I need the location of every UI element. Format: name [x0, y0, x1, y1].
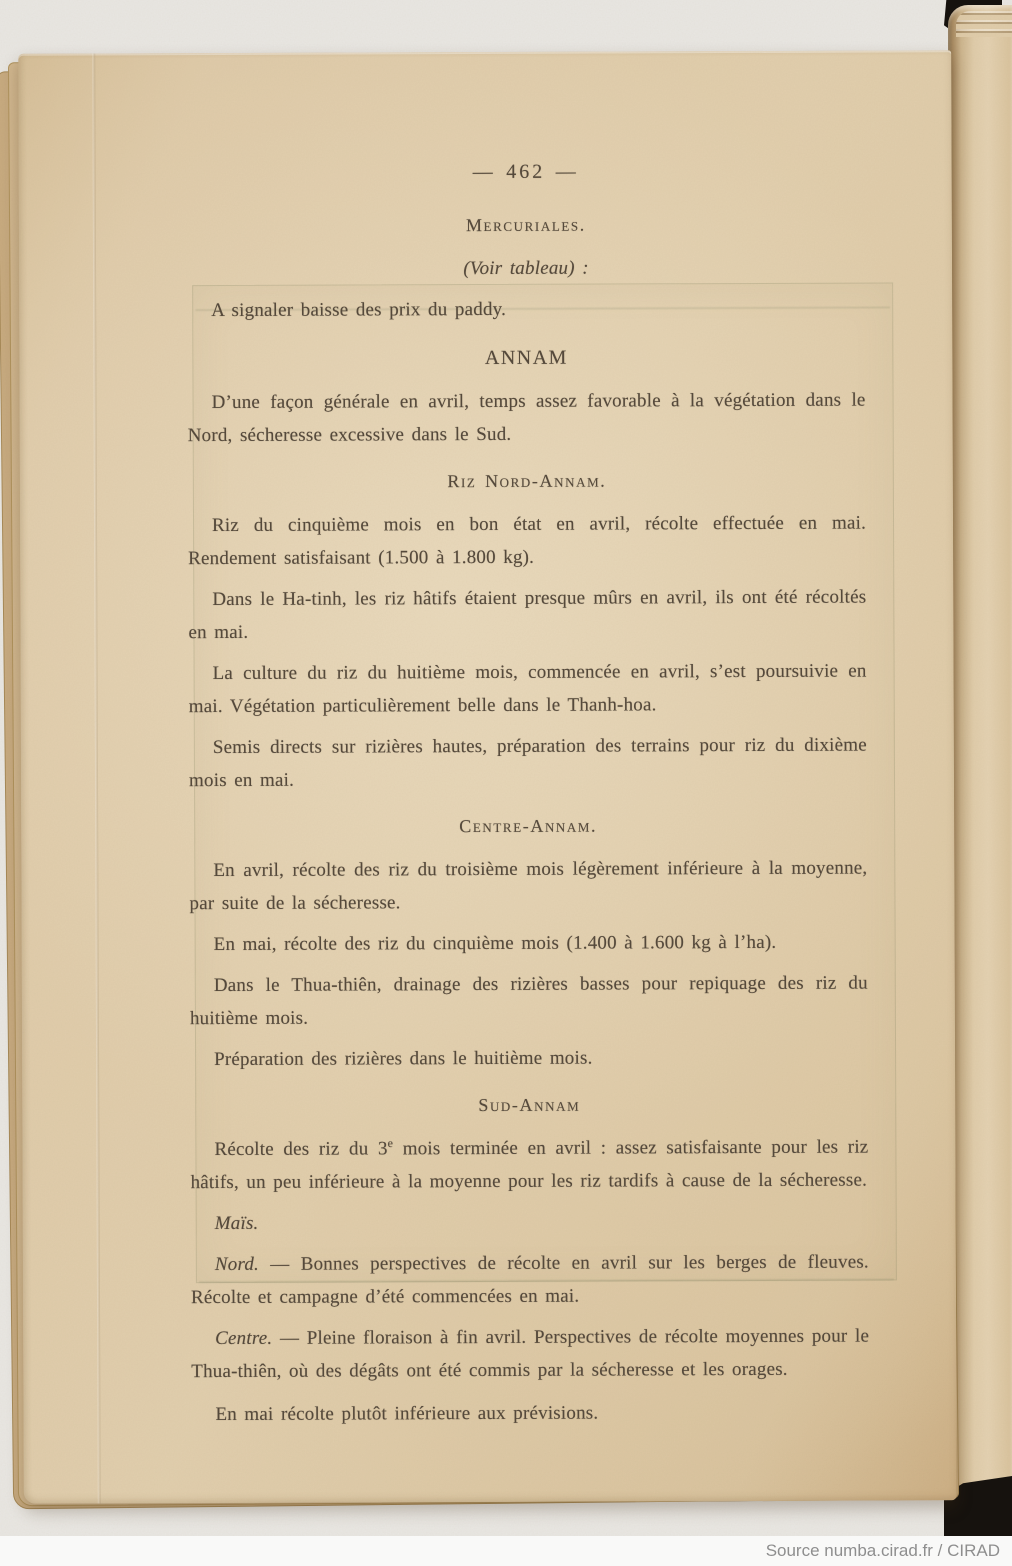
paragraph-segment: Récolte des riz du 3: [214, 1138, 388, 1161]
paragraph: Semis directs sur rizières hautes, préparation des terrains pour riz du dixième mois en mai.: [188, 734, 867, 792]
page-content: [187, 155, 870, 1440]
right-page-edge: [948, 5, 1012, 1486]
section-heading-mercuriales: Mercuriales.: [465, 214, 586, 236]
paragraph-lead-centre: Centre.: [215, 1327, 273, 1350]
subsection-label-mais: [191, 1205, 869, 1241]
paragraph: Riz du cinquième mois en bon état en avril, récolte effectuée en mai. Rendement satisfaisant (1.500 à 1.800 kg).: [188, 512, 867, 570]
paragraph: En avril, récolte des riz du troisième mois légèrement inférieure à la moyenne, par suite de la sécheresse.: [189, 857, 868, 915]
section-heading-sud-annam: Sud-Annam: [478, 1094, 581, 1116]
book-page: [18, 50, 957, 1504]
superscript-e: e: [387, 1136, 394, 1151]
source-credit-bar: [0, 1536, 1012, 1566]
paragraph-segment: mois terminée en avril : assez satisfaisante pour les riz hâtifs, un peu inférieure à la moyenne pour les riz tardifs à cause de la sécheresse.: [190, 1136, 869, 1194]
paragraph: En mai récolte plutôt inférieure aux prévisions.: [215, 1402, 599, 1426]
paragraph: [191, 1320, 869, 1389]
page-crease: [92, 54, 101, 1504]
paragraph: Dans le Ha-tinh, les riz hâtifs étaient presque mûrs en avril, ils ont été récoltés en mai.: [188, 586, 867, 644]
paragraph: En mai, récolte des riz du cinquième mois (1.400 à 1.600 kg à l’ha).: [213, 931, 777, 956]
page-stack-lines: [956, 11, 1012, 37]
paragraph-segment: — Bonnes perspectives de récolte en avril sur les berges de fleuves. Récolte et campagne d’été commencées en mai.: [190, 1251, 869, 1309]
voir-tableau-note: (Voir tableau) :: [463, 257, 589, 280]
page-number: — 462 —: [472, 160, 579, 184]
paragraph: [190, 1131, 868, 1200]
section-heading-annam: ANNAM: [484, 346, 568, 370]
paragraph: [191, 1246, 869, 1315]
paragraph: A signaler baisse des prix du paddy.: [211, 298, 507, 322]
paragraph-lead-nord: Nord.: [214, 1253, 260, 1276]
italic-label-text: Maïs.: [214, 1212, 259, 1235]
section-heading-centre-annam: Centre-Annam.: [459, 815, 598, 837]
paragraph: Dans le Thua-thiên, drainage des rizières basses pour repiquage des riz du huitième mois.: [189, 972, 868, 1030]
section-heading-riz-nord-annam: Riz Nord-Annam.: [447, 470, 607, 492]
paragraph: D’une façon générale en avril, temps assez favorable à la végétation dans le Nord, sécheresse excessive dans le Sud.: [187, 389, 866, 447]
paragraph: Préparation des rizières dans le huitième mois.: [214, 1047, 593, 1071]
paragraph-segment: — Pleine floraison à fin avril. Perspectives de récolte moyennes pour le Thua-thiên, où des dégâts ont été commis par la sécheresse et les orages.: [191, 1325, 870, 1383]
source-credit: Source numba.cirad.fr / CIRAD: [765, 1541, 1000, 1560]
paragraph: La culture du riz du huitième mois, commencée en avril, s’est poursuivie en mai. Végétation particulièrement belle dans le Thanh-hoa.: [188, 660, 867, 718]
